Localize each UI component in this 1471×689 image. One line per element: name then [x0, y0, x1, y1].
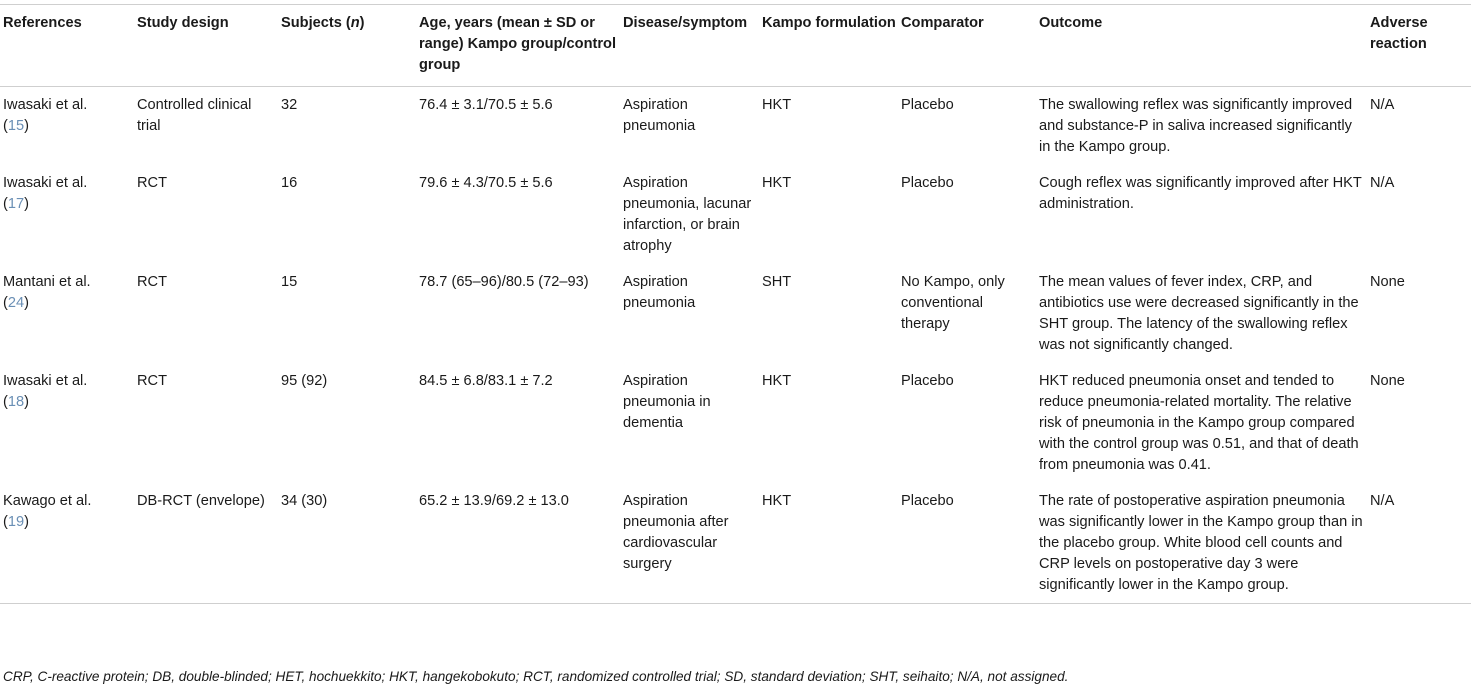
- table-row: [0, 165, 1471, 264]
- reference-link[interactable]: 24: [7, 295, 25, 311]
- cell-design: RCT: [137, 274, 167, 290]
- cell-comparator: No Kampo, only conventional therapy: [901, 274, 1005, 332]
- cell-adverse: None: [1370, 373, 1405, 389]
- table-footnote: CRP, C-reactive protein; DB, double-blinded; HET, hochuekkito; HKT, hangekobokuto; RCT, randomized controlled trial; SD, standard deviation; SHT, seihaito; N/A, not assigned.: [3, 669, 1069, 684]
- studies-table: [0, 4, 1471, 604]
- cell-reference: Iwasaki et al. (15): [3, 97, 88, 134]
- cell-kampo: HKT: [762, 483, 901, 604]
- cell-subjects: 15: [281, 274, 298, 290]
- cell-adverse: N/A: [1370, 483, 1471, 604]
- header-references: References: [0, 5, 137, 87]
- cell-comparator: Placebo: [901, 373, 954, 389]
- table-row: [0, 363, 1471, 483]
- cell-design: Controlled clinical trial: [137, 97, 252, 134]
- header-outcome: Outcome: [1039, 5, 1370, 87]
- cell-reference: Kawago et al. (19): [0, 483, 137, 604]
- cell-design: RCT: [137, 175, 167, 191]
- cell-outcome: The mean values of fever index, CRP, and antibiotics use were decreased significantly in the SHT group. The latency of the swallowing reflex was not significantly changed.: [1039, 274, 1359, 353]
- header-comparator: Comparator: [901, 5, 1039, 87]
- table-row: [0, 483, 1471, 604]
- reference-link[interactable]: 18: [7, 394, 25, 410]
- header-kampo: Kampo formulation: [762, 5, 901, 87]
- cell-disease: Aspiration pneumonia in dementia: [623, 373, 711, 431]
- table-row: [0, 264, 1471, 363]
- cell-subjects: 32: [281, 97, 298, 113]
- cell-subjects: 16: [281, 175, 298, 191]
- cell-design: DB-RCT (envelope): [137, 483, 281, 604]
- cell-adverse: None: [1370, 274, 1405, 290]
- cell-age: 78.7 (65–96)/80.5 (72–93): [419, 274, 589, 290]
- cell-adverse: N/A: [1370, 175, 1395, 191]
- header-study-design: Study design: [137, 5, 281, 87]
- cell-age: 79.6 ± 4.3/70.5 ± 5.6: [419, 175, 553, 191]
- cell-disease: Aspiration pneumonia after cardiovascular surgery: [623, 483, 762, 604]
- cell-disease: Aspiration pneumonia, lacunar infarction, or brain atrophy: [623, 175, 752, 254]
- cell-disease: Aspiration pneumonia: [623, 97, 696, 134]
- cell-reference: Iwasaki et al. (18): [3, 373, 88, 410]
- cell-age: 76.4 ± 3.1/70.5 ± 5.6: [419, 97, 553, 113]
- cell-outcome: HKT reduced pneumonia onset and tended to reduce pneumonia-related mortality. The relative risk of pneumonia in the Kampo group compared with the control group was 0.51, and that of death from pneumonia was 0.41.: [1039, 373, 1359, 473]
- cell-disease: Aspiration pneumonia: [623, 274, 696, 311]
- cell-adverse: N/A: [1370, 97, 1395, 113]
- cell-subjects: 34 (30): [281, 483, 419, 604]
- cell-comparator: Placebo: [901, 483, 1039, 604]
- cell-reference: Iwasaki et al. (17): [3, 175, 88, 212]
- reference-link[interactable]: 17: [7, 196, 25, 212]
- header-adverse: Adverse reaction: [1370, 5, 1471, 87]
- header-age: Age, years (mean ± SD or range) Kampo group/control group: [419, 5, 623, 87]
- cell-comparator: Placebo: [901, 175, 954, 191]
- cell-age: 65.2 ± 13.9/69.2 ± 13.0: [419, 483, 623, 604]
- cell-kampo: SHT: [762, 274, 792, 290]
- subjects-n-symbol: n: [350, 15, 360, 31]
- cell-kampo: HKT: [762, 175, 792, 191]
- cell-reference: Mantani et al. (24): [3, 274, 91, 311]
- cell-kampo: HKT: [762, 97, 792, 113]
- cell-outcome: The swallowing reflex was significantly improved and substance-P in saliva increased significantly in the Kampo group.: [1039, 97, 1353, 155]
- cell-comparator: Placebo: [901, 97, 954, 113]
- header-row: [0, 5, 1471, 87]
- reference-link[interactable]: 15: [7, 118, 25, 134]
- cell-outcome: Cough reflex was significantly improved after HKT administration.: [1039, 175, 1362, 212]
- reference-link[interactable]: 19: [7, 514, 25, 530]
- cell-age: 84.5 ± 6.8/83.1 ± 7.2: [419, 373, 553, 389]
- cell-kampo: HKT: [762, 373, 792, 389]
- cell-design: RCT: [137, 373, 167, 389]
- cell-subjects: 95 (92): [281, 373, 328, 389]
- cell-outcome: The rate of postoperative aspiration pneumonia was significantly lower in the Kampo group than in the placebo group. White blood cell counts and CRP levels on postoperative day 3 were significantly lower in the Kampo group.: [1039, 483, 1370, 604]
- header-subjects: Subjects (n): [281, 5, 419, 87]
- header-disease: Disease/symptom: [623, 5, 762, 87]
- table-row: [0, 87, 1471, 166]
